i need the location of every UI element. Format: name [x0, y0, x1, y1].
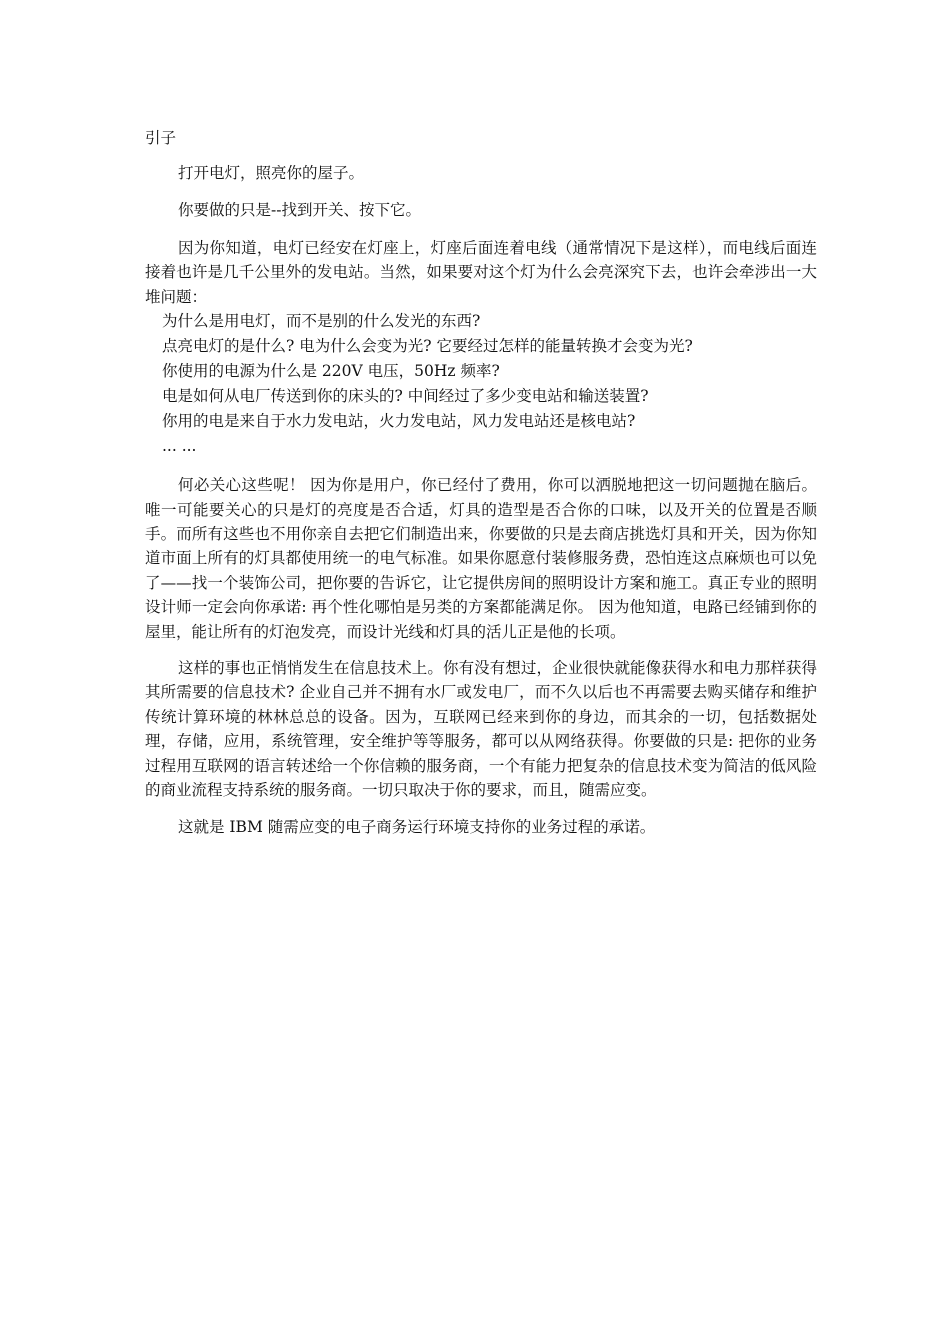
- body-paragraph-4: 何必关心这些呢！ 因为你是用户，你已经付了费用，你可以洒脱地把这一切问题抛在脑后。唯一可能要关心的只是灯的亮度是否合适，灯具的造型是否合你的口味，以及开关的位置是否顺手。而所有这些也不用你亲自去把它们制造出来，你要做的只是去商店挑选灯具和开关，因为你知道市面上所有的灯具都使用统一的电气标准。如果你愿意付装修服务费，恐怕连这点麻烦也可以免了——找一个装饰公司，把你要的告诉它，让它提供房间的照明设计方案和施工。真正专业的照明设计师一定会向你承诺: 再个性化哪怕是另类的方案都能满足你。 因为他知道，电路已经铺到你的屋里，能让所有的灯泡发亮，而设计光线和灯具的活儿正是他的长项。: [145, 476, 817, 641]
- question-item: 为什么是用电灯，而不是别的什么发光的东西?: [162, 312, 481, 331]
- question-item: 电是如何从电厂传送到你的床头的? 中间经过了多少变电站和输送装置?: [162, 387, 649, 406]
- section-heading: 引子: [145, 129, 177, 147]
- intro-paragraph-3: 因为你知道，电灯已经安在灯座上，灯座后面连着电线（通常情况下是这样），而电线后面连接着也许是几千公里外的发电站。当然，如果要对这个灯为什么会亮深究下去，也许会牵涉出一大堆问题：: [145, 239, 817, 306]
- body-paragraph-5: 这样的事也正悄悄发生在信息技术上。你有没有想过，企业很快就能像获得水和电力那样获得其所需要的信息技术? 企业自己并不拥有水厂或发电厂，而不久以后也不再需要去购买储存和维护传统计算环境的林林总总的设备。因为，互联网已经来到你的身边，而其余的一切，包括数据处理，存储，应用，系统管理，安全维护等等服务，都可以从网络获得。你要做的只是: 把你的业务过程用互联网的语言转述给一个你信赖的服务商，一个有能力把复杂的信息技术变为简洁的低风险的商业流程支持系统的服务商。一切只取决于你的要求，而且，随需应变。: [145, 659, 817, 800]
- question-item-ellipsis: ... ...: [162, 437, 197, 456]
- closing-paragraph: 这就是 IBM 随需应变的电子商务运行环境支持你的业务过程的承诺。: [178, 817, 656, 836]
- intro-paragraph-1: 打开电灯，照亮你的屋子。: [178, 164, 365, 182]
- question-item: 你用的电是来自于水力发电站，火力发电站，风力发电站还是核电站?: [162, 412, 636, 431]
- question-list: [145, 309, 817, 459]
- document-body: [145, 127, 817, 839]
- intro-paragraph-2: 你要做的只是--找到开关、按下它。: [178, 201, 421, 219]
- question-item: 你使用的电源为什么是 220V 电压，50Hz 频率?: [162, 362, 500, 381]
- question-item: 点亮电灯的是什么? 电为什么会变为光? 它要经过怎样的能量转换才会变为光?: [162, 337, 693, 356]
